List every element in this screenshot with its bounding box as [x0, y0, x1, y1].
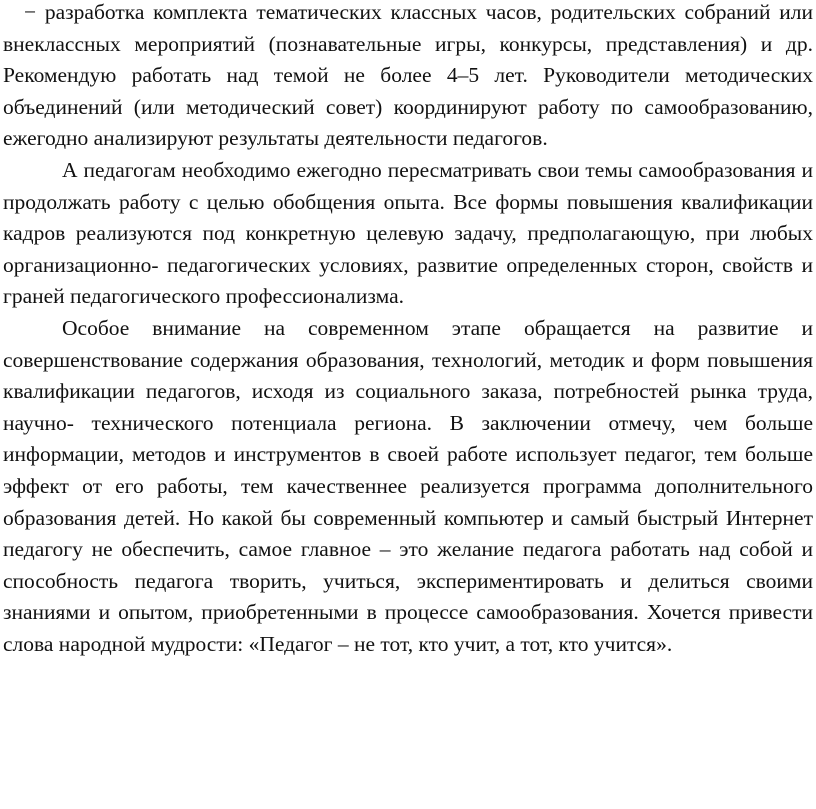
paragraph-list-item: − разработка комплекта тематических классных часов, родительских собраний или внеклассных мероприятий (познавательные игры, конкурсы, представления) и др. Рекомендую работать над темой не более 4–5 лет. Руководители методических объединений (или методический совет) координируют работу по самообразованию, ежегодно анализируют результаты деятельности педагогов.: [3, 0, 813, 151]
paragraph-conclusion: Особое внимание на современном этапе обращается на развитие и совершенствование содержания образования, технологий, методик и форм повышения квалификации педагогов, исходя из социального заказа, потребностей рынка труда, научно- технического потенциала региона. В заключении отмечу, чем больше информации, методов и инструментов в своей работе использует педагог, тем больше эффект от его работы, тем качественнее реализуется программа дополнительного образования детей. Но какой бы современный компьютер и самый быстрый Интернет педагогу не обеспечить, самое главное – это желание педагога работать над собой и способность педагога творить, учиться, экспериментировать и делиться своими знаниями и опытом, приобретенными в процессе самообразования. Хочется привести слова народной мудрости: «Педагог – не тот, кто учит, а тот, кто учится».: [3, 315, 813, 656]
document-page: [3, 0, 813, 660]
paragraph-teachers: А педагогам необходимо ежегодно пересматривать свои темы самообразования и продолжать работу с целью обобщения опыта. Все формы повышения квалификации кадров реализуются под конкретную целевую задачу, предполагающую, при любых организационно- педагогических условиях, развитие определенных сторон, свойств и граней педагогического профессионализма.: [3, 157, 813, 309]
